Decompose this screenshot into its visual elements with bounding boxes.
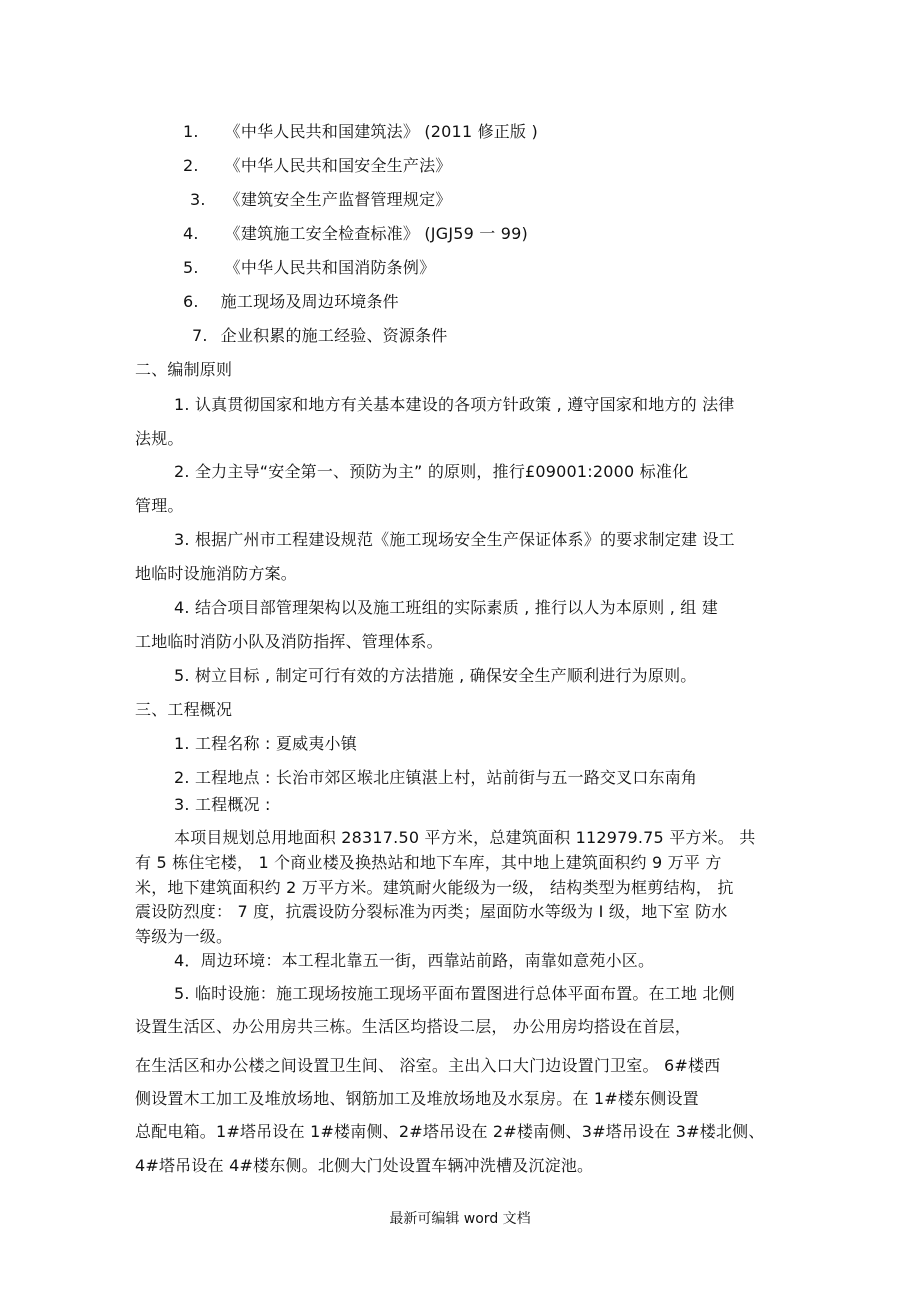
- overview-line: 本项目规划总用地面积 28317.50 平方米，总建筑面积 112979.75 平方米。 共: [174, 828, 756, 847]
- facilities-line: 侧设置木工加工及堆放场地、钢筋加工及堆放场地及水泵房。在 1#楼东侧设置: [135, 1089, 699, 1108]
- project-info-item: 3. 工程概况 :: [174, 795, 271, 814]
- reference-text: 《中华人民共和国消防条例》: [224, 258, 436, 277]
- principle-line: 3. 根据广州市工程建设规范《施工现场安全生产保证体系》的要求制定建 设工: [174, 530, 735, 549]
- facilities-line: 5. 临时设施：施工现场按施工现场平面布置图进行总体平面布置。在工地 北侧: [174, 984, 735, 1003]
- reference-text: 《建筑安全生产监督管理规定》: [224, 190, 452, 209]
- reference-text: 企业积累的施工经验、资源条件: [220, 326, 448, 345]
- project-info-item: 1. 工程名称 : 夏威夷小镇: [174, 734, 357, 753]
- reference-number: 5.: [183, 258, 199, 277]
- overview-line: 等级为一级。: [135, 927, 233, 946]
- principle-line: 4. 结合项目部管理架构以及施工班组的实际素质 , 推行以人为本原则 , 组 建: [174, 598, 718, 617]
- principle-line: 法规。: [135, 429, 184, 448]
- reference-item-1: [183, 122, 538, 142]
- page-footer: 最新可编辑 word 文档: [389, 1211, 531, 1227]
- principle-line: 地临时设施消防方案。: [135, 564, 298, 583]
- reference-number: 3.: [190, 190, 206, 209]
- overview-line: 有 5 栋住宅楼， 1 个商业楼及换热站和地下车库，其中地上建筑面积约 9 万平 方: [135, 853, 722, 872]
- facilities-line: 在生活区和办公楼之间设置卫生间、 浴室。主出入口大门边设置门卫室。 6#楼西: [135, 1056, 721, 1075]
- overview-line: 米，地下建筑面积约 2 万平方米。建筑耐火能级为一级， 结构类型为框剪结构， 抗: [135, 878, 734, 897]
- project-info-item: 2. 工程地点 : 长治市郊区堠北庄镇湛上村，站前街与五一路交叉口东南角: [174, 768, 698, 787]
- principle-line: 管理。: [135, 496, 184, 515]
- reference-number: 1.: [183, 122, 199, 141]
- principle-line: 2. 全力主导“安全第一、预防为主” 的原则，推行£09001:2000 标准化: [174, 462, 689, 481]
- principle-line: 1. 认真贯彻国家和地方有关基本建设的各项方针政策 , 遵守国家和地方的 法律: [174, 395, 735, 414]
- reference-text: 《中华人民共和国安全生产法》: [224, 156, 452, 175]
- reference-item-2: [183, 156, 451, 176]
- overview-line: 震设防烈度： 7 度，抗震设防分裂标准为丙类；屋面防水等级为 I 级，地下室 防水: [135, 902, 728, 921]
- reference-number: 6.: [183, 292, 199, 311]
- principle-line: 5. 树立目标 , 制定可行有效的方法措施 , 确保安全生产顺利进行为原则。: [174, 666, 697, 685]
- reference-item-4: [183, 224, 528, 244]
- reference-text: 《中华人民共和国建筑法》 (2011 修正版 ): [224, 122, 538, 141]
- reference-item-5: [183, 258, 435, 278]
- section-heading-principles: 二、编制原则: [135, 360, 233, 379]
- reference-text: 施工现场及周边环境条件: [220, 292, 399, 311]
- principle-line: 工地临时消防小队及消防指挥、管理体系。: [135, 632, 443, 651]
- reference-number: 2.: [183, 156, 199, 175]
- facilities-line: 总配电箱。1#塔吊设在 1#楼南侧、2#塔吊设在 2#楼南侧、3#塔吊设在 3#楼北侧、: [135, 1122, 765, 1141]
- section-heading-overview: 三、工程概况: [135, 700, 233, 719]
- reference-number: 4.: [183, 224, 199, 243]
- reference-item-3: [190, 190, 451, 210]
- reference-item-7: [192, 326, 447, 346]
- facilities-line: 设置生活区、办公用房共三栋。生活区均搭设二层， 办公用房均搭设在首层，: [135, 1017, 692, 1036]
- environment-line: 4．周边环境：本工程北靠五一街，西靠站前路，南靠如意苑小区。: [174, 951, 655, 970]
- reference-number: 7.: [192, 326, 208, 345]
- facilities-line: 4#塔吊设在 4#楼东侧。北侧大门处设置车辆冲洗槽及沉淀池。: [135, 1156, 594, 1175]
- reference-item-6: [183, 292, 399, 312]
- reference-text: 《建筑施工安全检查标准》 (JGJ59 一 99): [224, 224, 528, 243]
